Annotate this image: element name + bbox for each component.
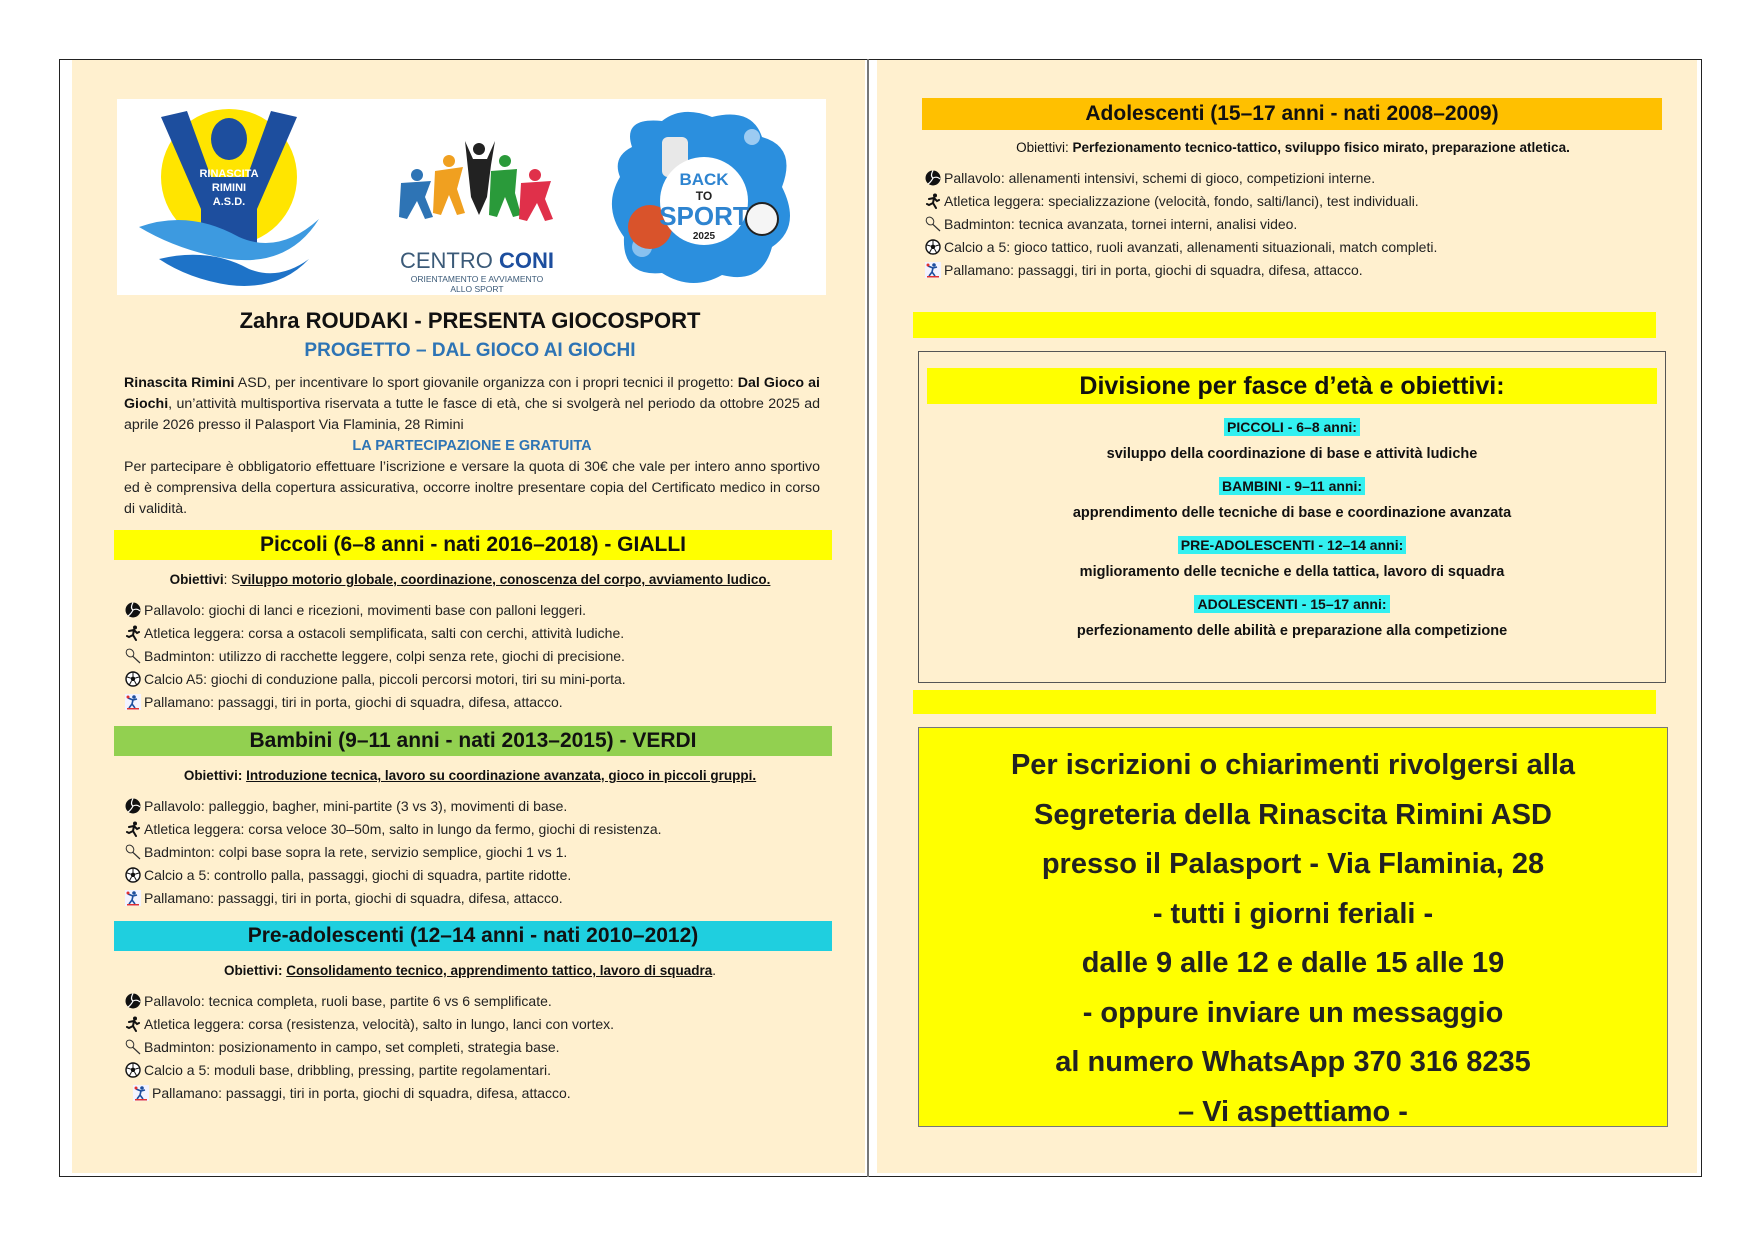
contact-line: Segreteria della Rinascita Rimini ASD [1034,798,1552,831]
contact-hours: dalle 9 alle 12 e dalle 15 alle 19 [1081,947,1505,979]
division-item-desc: sviluppo della coordinazione di base e attività ludiche [1106,446,1478,462]
club-logo-line-3: A.S.D. [212,196,246,208]
division-item-desc: perfezionamento delle abilità e preparazione alla competizione [1076,623,1508,639]
sport-item [124,621,626,644]
volleyball-icon [124,601,141,618]
sport-item [924,258,1437,281]
sport-description: Calcio a 5: gioco tattico, ruoli avanzati, allenamenti situazionali, match completi. [944,238,1438,255]
runner-icon [124,1015,141,1032]
sport-description: Pallamano: passaggi, tiri in porta, giochi di squadra, difesa, attacco. [144,889,563,906]
division-item [919,416,1665,462]
sport-item [124,667,626,690]
org-name: Rinascita Rimini [124,375,235,391]
division-item [919,593,1665,639]
group-preadolescenti-sports [124,989,614,1104]
sport-description: Pallavolo: allenamenti intensivi, schemi di gioco, competizioni interne. [944,169,1376,186]
sport-item [124,1058,614,1081]
group-adolescenti-sports [924,166,1437,281]
bts-line-1: BACK [679,170,729,189]
coni-name-bold: CONI [499,248,554,273]
contact-line: Per iscrizioni o chiarimenti rivolgersi alla [1010,749,1576,781]
sport-description: Badminton: posizionamento in campo, set completi, strategia base. [144,1038,560,1055]
sport-description: Atletica leggera: specializzazione (velocità, fondo, salti/lanci), test individuali. [944,192,1419,209]
volleyball-icon [924,169,941,186]
division-item-desc: miglioramento delle tecniche e della tattica, lavoro di squadra [1079,564,1505,580]
sport-item [124,863,662,886]
contact-box [918,727,1668,1127]
yellow-separator-bottom [913,690,1656,714]
group-piccoli-objectives [100,572,840,587]
division-title: Divisione per fasce d’età e obiettivi: [927,368,1657,404]
group-preadolescenti-objectives [100,963,840,978]
sport-item [124,598,626,621]
objectives-label: Obiettivi: [223,963,283,978]
volleyball-icon [124,992,141,1009]
sport-description: Atletica leggera: corsa (resistenza, velocità), salto in lungo, lanci con vortex. [144,1015,615,1032]
group-adolescenti-objectives [918,140,1668,155]
contact-whatsapp: al numero WhatsApp 370 316 8235 [1055,1046,1531,1078]
intro-part-b: , un’attività multisportiva riservata a tutte le fasce di età, che si svolgerà nel periodo da ottobre 2025 ad aprile 2026 presso il Palasport Via Flaminia, 28 Rimini [124,396,820,433]
division-item [919,475,1665,521]
coni-subtitle [387,274,567,294]
intro-text [124,373,820,520]
contact-days: - tutti i giorni feriali - [1152,897,1434,930]
sport-description: Pallavolo: palleggio, bagher, mini-partite (3 vs 3), movimenti di base. [144,797,568,814]
objectives-label: Obiettivi [169,572,224,587]
free-notice: LA PARTECIPAZIONE E GRATUITA [352,438,592,454]
coni-wordmark [387,248,567,274]
sport-item [124,840,662,863]
sport-item [124,644,626,667]
age-division-box [918,351,1666,683]
sport-description: Pallamano: passaggi, tiri in porta, giochi di squadra, difesa, attacco. [144,693,563,710]
sport-item [124,989,614,1012]
club-logo-line-2: RIMINI [211,182,247,194]
sport-description: Badminton: utilizzo di racchette leggere, colpi senza rete, giochi di precisione. [144,647,625,664]
runner-icon [124,820,141,837]
sport-item [924,189,1437,212]
badminton-racket-icon [124,843,141,860]
division-item-label: PICCOLI - 6–8 anni: [1224,418,1360,436]
division-item-desc: apprendimento delle tecniche di base e coordinazione avanzata [1072,505,1512,521]
centro-coni-logo [387,137,567,294]
coni-subtitle-1: ORIENTAMENTO E AVVIAMENTO [410,274,544,284]
division-item-label: BAMBINI - 9–11 anni: [1219,477,1365,495]
sport-item [124,1081,614,1104]
sport-item [924,235,1437,258]
registration-text: Per partecipare è obbligatorio effettuare l’iscrizione e versare la quota di 30€ che vale per intero anno sportivo ed è comprensiva della copertura assicurativa, occorre inoltre presentare copia del Certificato medico in corso di validità. [124,459,820,517]
contact-address: presso il Palasport - Via Flaminia, 28 [1041,848,1545,880]
soccer-ball-icon [124,866,141,883]
sport-item [924,166,1437,189]
objectives-label: Obiettivi: [183,768,243,783]
rinascita-rimini-logo [129,99,329,289]
sport-description: Atletica leggera: corsa a ostacoli semplificata, salti con cerchi, attività ludiche. [144,624,625,641]
volleyball-icon [124,797,141,814]
objectives-text: Consolidamento tecnico, apprendimento tattico, lavoro di squadra [286,963,713,978]
page-title: Zahra ROUDAKI - PRESENTA GIOCOSPORT [239,308,701,333]
objectives-text: Perfezionamento tecnico-tattico, sviluppo fisico mirato, preparazione atletica. [1072,140,1570,155]
sport-description: Badminton: tecnica avanzata, tornei interni, analisi video. [944,215,1298,232]
page-divider [867,59,869,1177]
project-name: Dal Gioco ai Giochi [124,375,820,412]
handball-icon [124,889,141,906]
sport-item [124,817,662,840]
sport-item [124,1035,614,1058]
sport-item [124,794,662,817]
intro-part-a: ASD, per incentivare lo sport giovanile organizza con i propri tecnici il progetto: [234,375,738,391]
objectives-label: Obiettivi: [1016,140,1069,155]
group-preadolescenti-title: Pre-adolescenti (12–14 anni - nati 2010–2012) [114,921,832,951]
sport-description: Pallamano: passaggi, tiri in porta, giochi di squadra, difesa, attacco. [152,1084,571,1101]
group-bambini-objectives [100,768,840,783]
club-logo-line-1: RINASCITA [199,168,259,180]
bts-line-2: TO [695,189,713,203]
group-piccoli-title: Piccoli (6–8 anni - nati 2016–2018) - GIALLI [114,530,832,560]
sport-description: Calcio a 5: moduli base, dribbling, pressing, partite regolamentari. [144,1061,551,1078]
back-to-sport-logo [602,107,802,287]
group-piccoli-sports [124,598,626,713]
sport-item [124,1012,614,1035]
sport-description: Pallavolo: giochi di lanci e ricezioni, movimenti base con palloni leggeri. [144,601,587,618]
objectives-text: Introduzione tecnica, lavoro su coordinazione avanzata, gioco in piccoli gruppi. [246,768,757,783]
bts-year: 2025 [692,231,716,242]
division-item-label: PRE-ADOLESCENTI - 12–14 anni: [1178,536,1407,554]
yellow-separator-top [913,312,1656,338]
group-adolescenti-title: Adolescenti (15–17 anni - nati 2008–2009) [922,98,1662,130]
runner-icon [924,192,941,209]
coni-subtitle-2: ALLO SPORT [450,284,504,294]
handball-icon [924,261,941,278]
project-subtitle: PROGETTO – DAL GIOCO AI GIOCHI [304,340,636,361]
handball-icon [124,693,141,710]
objectives-prefix: : S [223,572,241,587]
soccer-ball-icon [124,1061,141,1078]
badminton-racket-icon [124,1038,141,1055]
bts-line-3: SPORT [659,201,749,231]
soccer-ball-icon [124,670,141,687]
sport-description: Pallamano: passaggi, tiri in porta, giochi di squadra, difesa, attacco. [944,261,1363,278]
coni-name-light: CENTRO [399,248,493,273]
runner-icon [124,624,141,641]
logo-banner [117,99,826,295]
division-list [919,416,1665,652]
sport-description: Pallavolo: tecnica completa, ruoli base, partite 6 vs 6 semplificate. [144,992,552,1009]
sport-description: Calcio A5: giochi di conduzione palla, piccoli percorsi motori, tiri su mini-porta. [144,670,626,687]
badminton-racket-icon [124,647,141,664]
contact-closing: – Vi aspettiamo - [1178,1095,1408,1128]
contact-line: - oppure inviare un messaggio [1082,996,1504,1029]
sport-description: Badminton: colpi base sopra la rete, servizio semplice, giochi 1 vs 1. [144,843,568,860]
division-item [919,534,1665,580]
sport-description: Calcio a 5: controllo palla, passaggi, giochi di squadra, partite ridotte. [144,866,572,883]
soccer-ball-icon [924,238,941,255]
objectives-suffix: . [712,963,717,978]
division-item-label: ADOLESCENTI - 15–17 anni: [1194,595,1389,613]
objectives-text: viluppo motorio globale, coordinazione, conoscenza del corpo, avviamento ludico. [240,572,771,587]
badminton-racket-icon [924,215,941,232]
group-bambini-title: Bambini (9–11 anni - nati 2013–2015) - VERDI [114,726,832,756]
sport-item [124,886,662,909]
sport-item [924,212,1437,235]
handball-icon [132,1084,149,1101]
sport-description: Atletica leggera: corsa veloce 30–50m, salto in lungo da fermo, giochi di resistenza. [144,820,662,837]
group-bambini-sports [124,794,662,909]
sport-item [124,690,626,713]
